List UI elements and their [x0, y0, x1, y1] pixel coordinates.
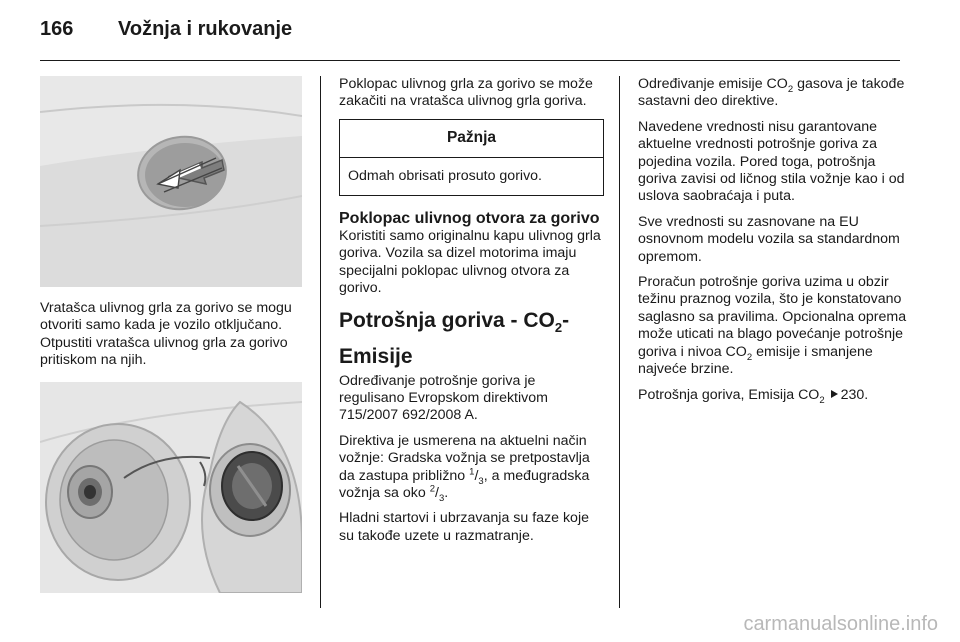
fuel-cap-heading: Poklopac ulivnog otvora za gorivo [339, 209, 600, 227]
driving-mix-text: Direktiva je usmerena na aktuelni način vožnje: Gradska vožnja se pretpostavlja da zastupa približno $^1/_3$, a međugradska vožnja sa oko $^2/_3$. [339, 432, 590, 504]
watermark: carmanualsonline.info [743, 613, 938, 635]
calculation-text: Proračun potrošnje goriva uzima u obzir težinu praznog vozila, što je konstatovano saglasno sa pravilima. Opcionalna oprema može uticati na blago povećanje potrošnje goriva i nivoa $CO_2$ emisije i smanjene najveće brzine. [638, 274, 907, 378]
notice-box [339, 119, 604, 196]
header-rule [40, 60, 900, 61]
cold-start-text: Hladni startovi i ubrzavanja su faze koje su takođe uzete u razmatranje. [339, 510, 589, 544]
column-two [339, 76, 604, 553]
cross-reference[interactable]: Potrošnja goriva, Emisija $CO_2$ 230. [638, 386, 869, 406]
values-disclaimer: Navedene vrednosti nisu garantovane aktuelne vrednosti potrošnje goriva za pojedina vozila. Pored toga, potrošnja goriva zavisi od ličnog stila vožnje kao i od uslova saobraćaja i puta. [638, 118, 905, 205]
column-divider [619, 76, 620, 608]
page-title: Vožnja i rukovanje [118, 18, 293, 40]
column-divider [320, 76, 321, 608]
notice-title: Pažnja [340, 120, 603, 158]
emission-text: Određivanje emisije $CO_2$ gasova je takođe sastavni deo direktive. [638, 76, 905, 110]
notice-body: Odmah obrisati prosuto gorivo. [348, 167, 542, 184]
column-three [638, 76, 908, 412]
cap-hang-text: Poklopac ulivnog grla za gorivo se može zakačiti na vratašca ulivnog grla goriva. [339, 76, 593, 110]
fuel-door-caption: Vratašca ulivnog grla za gorivo se mogu otvoriti samo kada je vozilo otključano. Otpustiti vratašca ulivnog grla za gorivo pritiskom na njih. [40, 300, 292, 369]
page-number: 166 [40, 18, 74, 40]
consumption-heading: Potrošnja goriva - $CO_2-$ Emisije [339, 309, 570, 368]
fuel-door-closed-illustration [40, 76, 302, 287]
directive-text: Određivanje potrošnje goriva je regulisano Evropskom direktivom 715/2007 692/2008 A. [339, 372, 548, 424]
base-model-text: Sve vrednosti su zasnovane na EU osnovnom modelu vozila sa standardnom opremom. [638, 213, 900, 265]
fuel-cap-text: Koristiti samo originalnu kapu ulivnog grla goriva. Vozila sa dizel motorima imaju specijalni poklopac ulivnog otvora za gorivo. [339, 227, 601, 297]
page-reference-icon [831, 390, 838, 398]
fuel-cap-open-illustration [40, 382, 302, 593]
